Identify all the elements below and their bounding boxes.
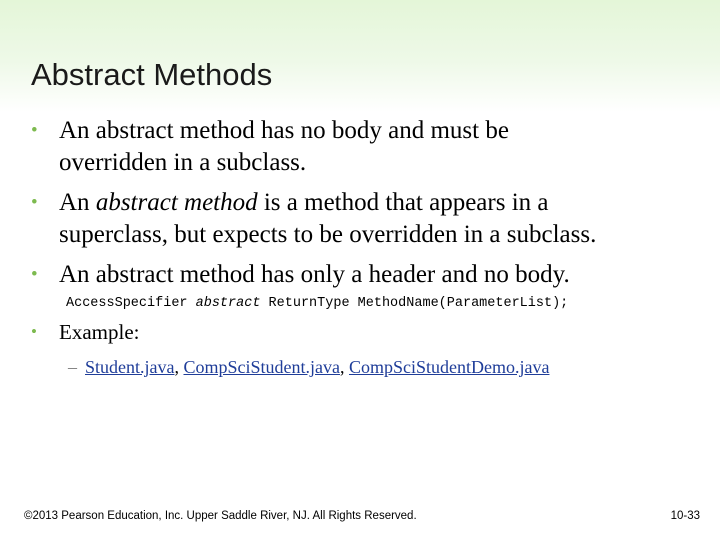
bullet-icon: • [31,192,38,213]
slide-title: Abstract Methods [31,57,273,92]
bullet-item-2 [31,187,597,251]
bullet-item-3 [31,259,570,291]
link-compscistudentdemo-java[interactable]: CompSciStudentDemo.java [348,357,550,377]
link-separator: , [174,357,184,377]
dash-icon: – [68,357,77,377]
bullet-2-pre: An [59,189,96,216]
link-separator: , [339,357,349,377]
bullet-2-line-2: superclass, but expects to be overridden in a subclass. [59,221,597,248]
bullet-2-post: is a method that appears in a [257,189,549,216]
bullet-icon: • [31,264,38,285]
bullet-4-text: Example: [59,320,140,344]
code-abstract-keyword: abstract [195,296,261,311]
link-student-java[interactable]: Student.java [85,357,175,377]
bullet-icon: • [31,120,38,141]
code-post: ReturnType MethodName(ParameterList); [260,296,569,311]
code-pre: AccessSpecifier [66,296,196,311]
bullet-3-text: An abstract method has only a header and no body. [59,261,570,288]
example-links [68,357,549,378]
bullet-item-1 [31,115,509,179]
footer-copyright: ©2013 Pearson Education, Inc. Upper Saddle River, NJ. All Rights Reserved. [24,510,417,522]
bullet-item-4 [31,318,140,346]
bullet-1-line-1: An abstract method has no body and must be [59,117,509,144]
slide-number: 10-33 [670,510,700,522]
bullet-icon: • [31,322,37,341]
bullet-1-line-2: overridden in a subclass. [59,149,307,176]
bullet-2-emphasis: abstract method [95,189,258,216]
link-compscistudent-java[interactable]: CompSciStudent.java [183,357,340,377]
code-signature [66,296,568,311]
